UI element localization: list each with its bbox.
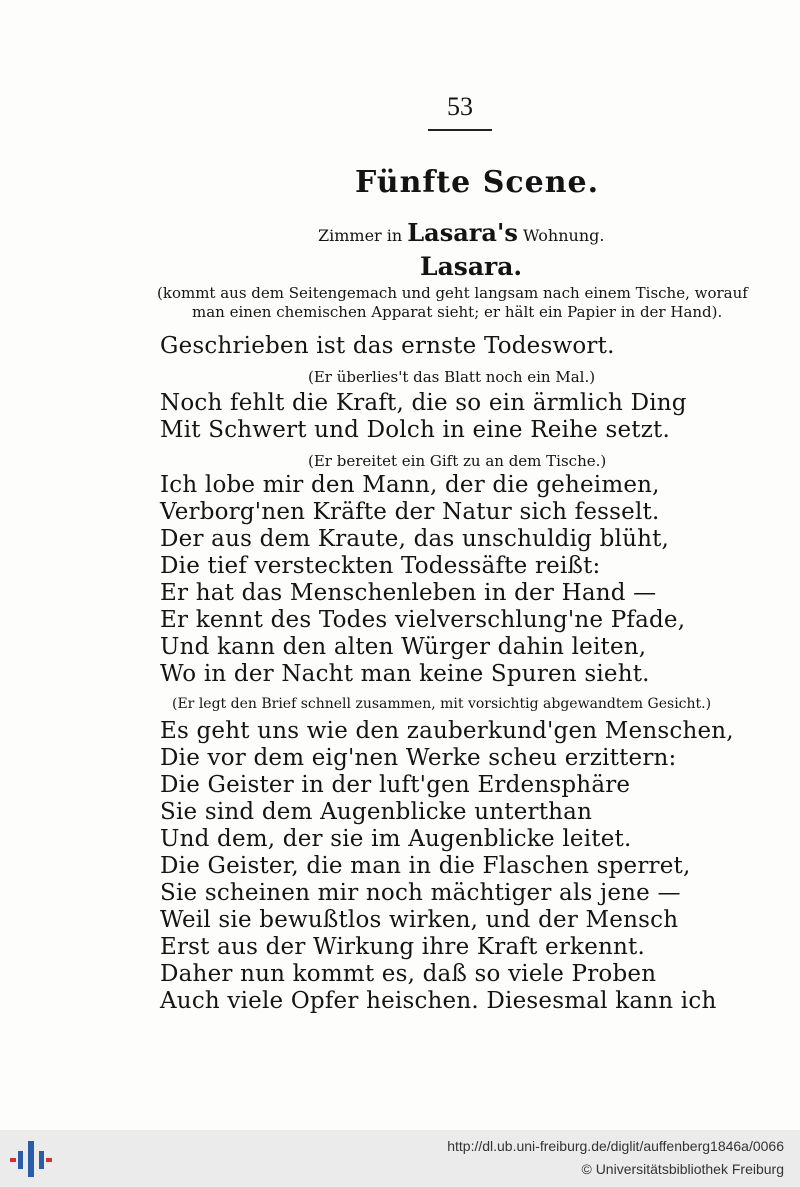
verse-line: Auch viele Opfer heischen. Diesesmal kann ich	[160, 988, 717, 1014]
logo-bar-right	[39, 1151, 44, 1169]
stage-direction-2: (Er bereitet ein Gift zu an dem Tische.)	[308, 452, 607, 470]
verse-line: Geschrieben ist das ernste Todeswort.	[160, 333, 615, 359]
scene-location	[318, 218, 604, 247]
viewer-footer	[0, 1130, 800, 1187]
verse-line: Es geht uns wie den zauberkund'gen Menschen,	[160, 718, 734, 744]
verse-line: Der aus dem Kraute, das unschuldig blüht,	[160, 526, 670, 552]
verse-line: Sie sind dem Augenblicke unterthan	[160, 799, 593, 825]
copyright-notice: © Universitätsbibliothek Freiburg	[581, 1161, 784, 1177]
speaker-name: Lasara.	[420, 252, 523, 281]
verse-line: Verborg'nen Kräfte der Natur sich fesselt.	[160, 499, 660, 525]
verse-line: Sie scheinen mir noch mächtiger als jene —	[160, 880, 681, 906]
stage-direction-intro-line-1: (kommt aus dem Seitengemach und geht langsam nach einem Tische, worauf	[157, 284, 748, 302]
stage-direction-1: (Er überlies't das Blatt noch ein Mal.)	[308, 368, 596, 386]
verse-line: Wo in der Nacht man keine Spuren sieht.	[160, 661, 650, 687]
verse-block-4	[160, 718, 734, 1015]
stage-direction-3: (Er legt den Brief schnell zusammen, mit vorsichtig abgewandtem Gesicht.)	[172, 696, 712, 712]
verse-line: Ich lobe mir den Mann, der die geheimen,	[160, 472, 660, 498]
verse-line: Die Geister in der luft'gen Erdensphäre	[160, 772, 631, 798]
logo-bar-center	[28, 1141, 34, 1177]
verse-line: Die vor dem eig'nen Werke scheu erzittern:	[160, 745, 677, 771]
scene-title: Fünfte Scene.	[355, 165, 600, 200]
stage-direction-intro-line-2: man einen chemischen Apparat sieht; er hält ein Papier in der Hand).	[192, 303, 723, 321]
verse-line: Die tief versteckten Todessäfte reißt:	[160, 553, 601, 579]
verse-line: Noch fehlt die Kraft, die so ein ärmlich Ding	[160, 390, 687, 416]
verse-line: Daher nun kommt es, daß so viele Proben	[160, 961, 657, 987]
logo-dash-left	[10, 1158, 16, 1162]
verse-line: Und kann den alten Würger dahin leiten,	[160, 634, 647, 660]
verse-block-2	[160, 390, 687, 444]
verse-line: Mit Schwert und Dolch in eine Reihe setzt.	[160, 417, 670, 443]
verse-line: Und dem, der sie im Augenblicke leitet.	[160, 826, 632, 852]
location-name: Lasara's	[407, 218, 518, 247]
logo-dash-right	[46, 1158, 52, 1162]
verse-line: Er hat das Menschenleben in der Hand —	[160, 580, 657, 606]
logo-bar-left	[18, 1151, 23, 1169]
verse-line: Die Geister, die man in die Flaschen sperret,	[160, 853, 691, 879]
permalink-url[interactable]: http://dl.ub.uni-freiburg.de/diglit/auffenberg1846a/0066	[447, 1138, 784, 1154]
page-number: 53	[447, 92, 473, 121]
library-logo-icon	[10, 1139, 52, 1179]
verse-block-1	[160, 333, 615, 360]
location-suffix: Wohnung.	[522, 226, 605, 245]
verse-line: Erst aus der Wirkung ihre Kraft erkennt.	[160, 934, 645, 960]
verse-line: Er kennt des Todes vielverschlung'ne Pfade,	[160, 607, 686, 633]
verse-block-3	[160, 472, 685, 688]
page-number-rule	[428, 129, 492, 131]
location-prefix: Zimmer in	[318, 226, 403, 245]
verse-line: Weil sie bewußtlos wirken, und der Mensch	[160, 907, 679, 933]
